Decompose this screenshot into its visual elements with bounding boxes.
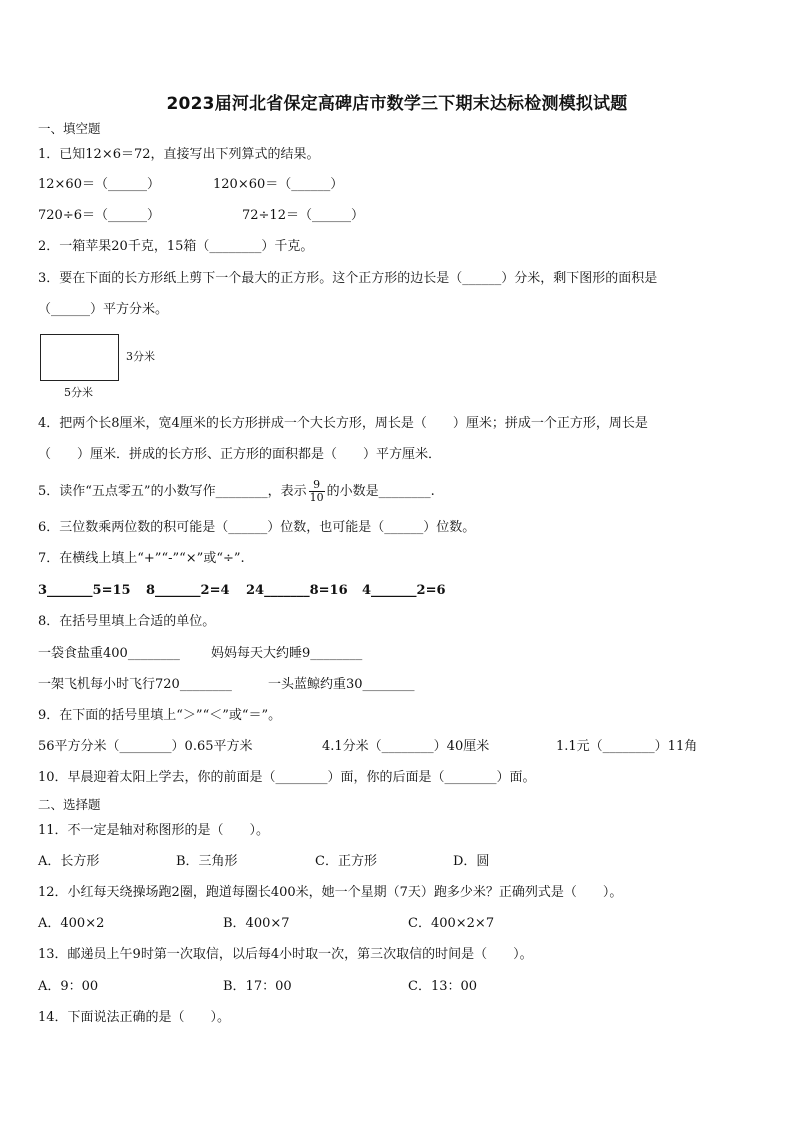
fraction-nine-tenths bbox=[309, 479, 325, 504]
question-7-item-2: 8_______2=4 bbox=[146, 583, 230, 598]
question-6-text: 6．三位数乘两位数的积可能是（______）位数，也可能是（______）位数。 bbox=[38, 520, 476, 535]
question-12-option-b: B．400×7 bbox=[223, 916, 290, 931]
question-12-text: 12．小红每天绕操场跑2圈，跑道每圈长400米，她一个星期（7天）跑多少米？正确列式是（ ）。 bbox=[38, 885, 623, 900]
question-11-option-c: C．正方形 bbox=[315, 854, 377, 869]
fraction-numerator: 9 bbox=[309, 479, 325, 492]
question-4-line-1: 4．把两个长8厘米，宽4厘米的长方形拼成一个大长方形，周长是（ ）厘米；拼成一个正方形，周长是 bbox=[38, 416, 648, 431]
rectangle-bottom-label: 5分米 bbox=[64, 386, 93, 399]
question-1-text: 1．已知12×6＝72，直接写出下列算式的结果。 bbox=[38, 147, 320, 162]
rectangle-figure bbox=[40, 334, 119, 381]
question-7-item-4: 4_______2=6 bbox=[362, 583, 446, 598]
question-3-line-1: 3．要在下面的长方形纸上剪下一个最大的正方形。这个正方形的边长是（______）分米，剩下图形的面积是 bbox=[38, 271, 658, 286]
question-9-item-b: 4.1分米（________）40厘米 bbox=[322, 739, 490, 754]
question-14-text: 14．下面说法正确的是（ ）。 bbox=[38, 1010, 231, 1025]
question-12-option-a: A．400×2 bbox=[38, 916, 105, 931]
page-title: 2023届河北省保定高碑店市数学三下期末达标检测模拟试题 bbox=[166, 94, 628, 114]
question-9-text: 9．在下面的括号里填上“＞”“＜”或“＝”。 bbox=[38, 708, 282, 723]
question-2-text: 2．一箱苹果20千克，15箱（________）千克。 bbox=[38, 239, 314, 254]
question-1-item-a: 12×60＝（______） bbox=[38, 177, 160, 192]
question-8-text: 8．在括号里填上合适的单位。 bbox=[38, 614, 216, 629]
question-4-line-2: （ ）厘米．拼成的长方形、正方形的面积都是（ ）平方厘米． bbox=[38, 447, 442, 462]
question-13-option-a: A．9：00 bbox=[38, 979, 99, 994]
question-8-item-d: 一头蓝鲸约重30________ bbox=[268, 677, 415, 692]
question-3-line-2: （______）平方分米。 bbox=[38, 302, 169, 317]
question-1-item-c: 720÷6＝（______） bbox=[38, 208, 160, 223]
question-8-item-a: 一袋食盐重400________ bbox=[38, 646, 180, 661]
section-heading-fill-in: 一、填空题 bbox=[38, 121, 101, 136]
question-11-option-b: B．三角形 bbox=[176, 854, 238, 869]
question-9-item-a: 56平方分米（________）0.65平方米 bbox=[38, 739, 253, 754]
question-13-option-c: C．13：00 bbox=[408, 979, 478, 994]
question-1-item-b: 120×60＝（______） bbox=[213, 177, 344, 192]
question-5-text bbox=[38, 478, 435, 506]
question-10-text: 10．早晨迎着太阳上学去，你的前面是（________）面，你的后面是（________）面。 bbox=[38, 770, 536, 785]
question-7-text: 7．在横线上填上“+”“-”“×”或“÷”. bbox=[38, 551, 245, 566]
question-13-text: 13．邮递员上午9时第一次取信，以后每4小时取一次，第三次取信的时间是（ ）。 bbox=[38, 947, 533, 962]
question-13-option-b: B．17：00 bbox=[223, 979, 292, 994]
question-12-option-c: C．400×2×7 bbox=[408, 916, 495, 931]
question-5-pre: 5．读作“五点零五”的小数写作________，表示 bbox=[38, 484, 307, 499]
question-5-post: 的小数是________. bbox=[326, 484, 435, 499]
question-7-item-1: 3_______5=15 bbox=[38, 583, 131, 598]
question-11-text: 11．不一定是轴对称图形的是（ ）。 bbox=[38, 823, 270, 838]
section-heading-choice: 二、选择题 bbox=[38, 797, 101, 812]
question-1-item-d: 72÷12＝（______） bbox=[242, 208, 364, 223]
rectangle-side-label: 3分米 bbox=[126, 350, 155, 363]
question-8-item-c: 一架飞机每小时飞行720________ bbox=[38, 677, 232, 692]
question-11-option-d: D．圆 bbox=[453, 854, 490, 869]
question-8-item-b: 妈妈每天大约睡9________ bbox=[211, 646, 363, 661]
question-9-item-c: 1.1元（________）11角 bbox=[556, 739, 698, 754]
question-11-option-a: A．长方形 bbox=[38, 854, 100, 869]
fraction-denominator: 10 bbox=[309, 491, 324, 504]
question-7-item-3: 24_______8=16 bbox=[246, 583, 348, 598]
